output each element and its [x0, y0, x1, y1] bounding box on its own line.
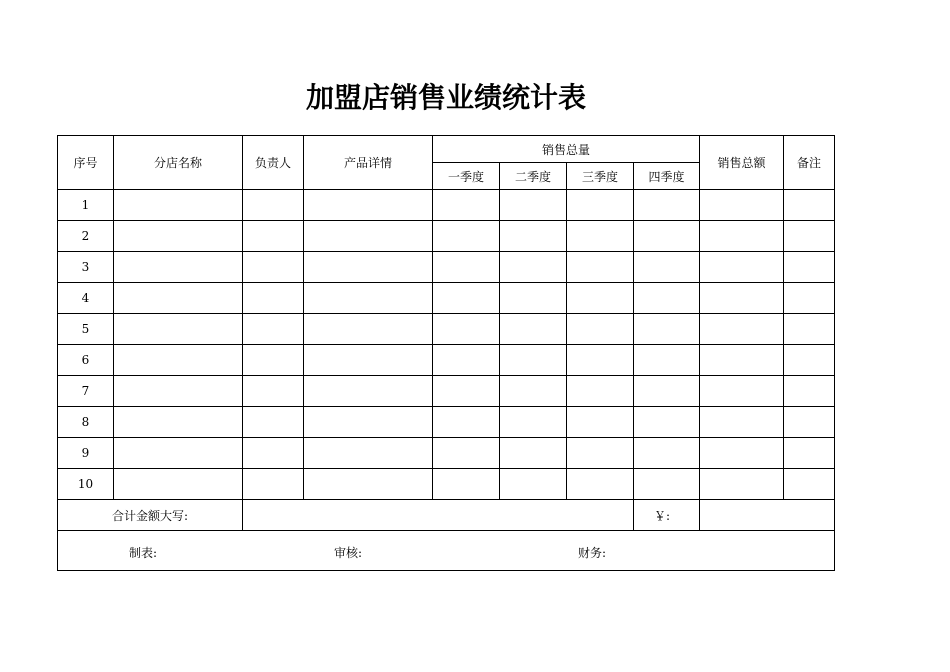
row-seq: 10 — [58, 469, 114, 500]
remark-cell[interactable] — [784, 469, 835, 500]
header-sales-qty: 销售总量 — [433, 136, 700, 163]
manager-cell[interactable] — [243, 252, 304, 283]
product-detail-cell[interactable] — [304, 252, 433, 283]
sales-amount-cell[interactable] — [700, 252, 784, 283]
store-name-cell[interactable] — [114, 376, 243, 407]
table-row — [58, 376, 835, 407]
manager-cell[interactable] — [243, 345, 304, 376]
header-manager: 负责人 — [243, 136, 304, 190]
store-name-cell[interactable] — [114, 314, 243, 345]
q2-cell[interactable] — [500, 376, 567, 407]
q3-cell[interactable] — [567, 221, 634, 252]
store-name-cell[interactable] — [114, 407, 243, 438]
q1-cell[interactable] — [433, 469, 500, 500]
header-q1: 一季度 — [433, 163, 500, 190]
manager-cell[interactable] — [243, 221, 304, 252]
row-seq: 4 — [58, 283, 114, 314]
q1-cell[interactable] — [433, 252, 500, 283]
q4-cell[interactable] — [634, 314, 700, 345]
q1-cell[interactable] — [433, 407, 500, 438]
product-detail-cell[interactable] — [304, 345, 433, 376]
total-amount-cell[interactable] — [700, 500, 835, 531]
manager-cell[interactable] — [243, 438, 304, 469]
sales-amount-cell[interactable] — [700, 407, 784, 438]
manager-cell[interactable] — [243, 314, 304, 345]
q2-cell[interactable] — [500, 438, 567, 469]
q3-cell[interactable] — [567, 345, 634, 376]
sales-amount-cell[interactable] — [700, 221, 784, 252]
remark-cell[interactable] — [784, 345, 835, 376]
row-seq: 6 — [58, 345, 114, 376]
remark-cell[interactable] — [784, 407, 835, 438]
q3-cell[interactable] — [567, 469, 634, 500]
q2-cell[interactable] — [500, 469, 567, 500]
header-product-detail: 产品详情 — [304, 136, 433, 190]
header-sales-amount: 销售总额 — [700, 136, 784, 190]
total-uppercase-cell[interactable] — [243, 500, 634, 531]
made-by-label: 制表: — [129, 546, 158, 560]
q1-cell[interactable] — [433, 283, 500, 314]
q4-cell[interactable] — [634, 345, 700, 376]
remark-cell[interactable] — [784, 376, 835, 407]
product-detail-cell[interactable] — [304, 376, 433, 407]
q3-cell[interactable] — [567, 407, 634, 438]
remark-cell[interactable] — [784, 438, 835, 469]
q2-cell[interactable] — [500, 252, 567, 283]
q3-cell[interactable] — [567, 190, 634, 221]
row-seq: 2 — [58, 221, 114, 252]
product-detail-cell[interactable] — [304, 221, 433, 252]
q4-cell[interactable] — [634, 252, 700, 283]
header-store-name: 分店名称 — [114, 136, 243, 190]
store-name-cell[interactable] — [114, 252, 243, 283]
sales-table — [57, 135, 835, 571]
manager-cell[interactable] — [243, 376, 304, 407]
page-title: 加盟店销售业绩统计表 — [305, 81, 586, 114]
finance-label: 财务: — [578, 546, 607, 560]
product-detail-cell[interactable] — [304, 190, 433, 221]
q3-cell[interactable] — [567, 376, 634, 407]
q3-cell[interactable] — [567, 314, 634, 345]
header-seq: 序号 — [58, 136, 114, 190]
table-row — [58, 221, 835, 252]
q2-cell[interactable] — [500, 314, 567, 345]
q1-cell[interactable] — [433, 438, 500, 469]
q4-cell[interactable] — [634, 283, 700, 314]
total-label: 合计金额大写: — [58, 500, 243, 531]
product-detail-cell[interactable] — [304, 469, 433, 500]
row-seq: 8 — [58, 407, 114, 438]
sales-amount-cell[interactable] — [700, 190, 784, 221]
product-detail-cell[interactable] — [304, 407, 433, 438]
header-q3: 三季度 — [567, 163, 634, 190]
q4-cell[interactable] — [634, 407, 700, 438]
row-seq: 5 — [58, 314, 114, 345]
table-row — [58, 190, 835, 221]
row-seq: 3 — [58, 252, 114, 283]
row-seq: 1 — [58, 190, 114, 221]
q4-cell[interactable] — [634, 438, 700, 469]
product-detail-cell[interactable] — [304, 283, 433, 314]
manager-cell[interactable] — [243, 469, 304, 500]
store-name-cell[interactable] — [114, 438, 243, 469]
header-q2: 二季度 — [500, 163, 567, 190]
remark-cell[interactable] — [784, 283, 835, 314]
q3-cell[interactable] — [567, 252, 634, 283]
header-row — [58, 136, 835, 163]
q1-cell[interactable] — [433, 345, 500, 376]
sales-amount-cell[interactable] — [700, 438, 784, 469]
table-row — [58, 469, 835, 500]
row-seq: 9 — [58, 438, 114, 469]
q2-cell[interactable] — [500, 283, 567, 314]
header-remark: 备注 — [784, 136, 835, 190]
q1-cell[interactable] — [433, 190, 500, 221]
q4-cell[interactable] — [634, 469, 700, 500]
table-row — [58, 438, 835, 469]
sales-amount-cell[interactable] — [700, 345, 784, 376]
sales-amount-cell[interactable] — [700, 283, 784, 314]
q1-cell[interactable] — [433, 221, 500, 252]
manager-cell[interactable] — [243, 283, 304, 314]
q4-cell[interactable] — [634, 190, 700, 221]
remark-cell[interactable] — [784, 190, 835, 221]
table-row — [58, 252, 835, 283]
q4-cell[interactable] — [634, 221, 700, 252]
remark-cell[interactable] — [784, 252, 835, 283]
q3-cell[interactable] — [567, 283, 634, 314]
reviewed-by-label: 审核: — [334, 546, 363, 560]
sales-amount-cell[interactable] — [700, 314, 784, 345]
q2-cell[interactable] — [500, 221, 567, 252]
sales-amount-cell[interactable] — [700, 376, 784, 407]
manager-cell[interactable] — [243, 190, 304, 221]
currency-label: ￥: — [634, 500, 700, 531]
store-name-cell[interactable] — [114, 221, 243, 252]
q2-cell[interactable] — [500, 345, 567, 376]
signature-row — [58, 531, 835, 571]
header-q4: 四季度 — [634, 163, 700, 190]
table-row — [58, 407, 835, 438]
store-name-cell[interactable] — [114, 345, 243, 376]
q1-cell[interactable] — [433, 376, 500, 407]
store-name-cell[interactable] — [114, 469, 243, 500]
remark-cell[interactable] — [784, 221, 835, 252]
product-detail-cell[interactable] — [304, 314, 433, 345]
q3-cell[interactable] — [567, 438, 634, 469]
store-name-cell[interactable] — [114, 190, 243, 221]
q4-cell[interactable] — [634, 376, 700, 407]
product-detail-cell[interactable] — [304, 438, 433, 469]
q2-cell[interactable] — [500, 407, 567, 438]
table-row — [58, 314, 835, 345]
signature-cell — [58, 531, 835, 571]
row-seq: 7 — [58, 376, 114, 407]
summary-row — [58, 500, 835, 531]
manager-cell[interactable] — [243, 407, 304, 438]
remark-cell[interactable] — [784, 314, 835, 345]
table-row — [58, 345, 835, 376]
table-row — [58, 283, 835, 314]
store-name-cell[interactable] — [114, 283, 243, 314]
sales-amount-cell[interactable] — [700, 469, 784, 500]
q1-cell[interactable] — [433, 314, 500, 345]
q2-cell[interactable] — [500, 190, 567, 221]
